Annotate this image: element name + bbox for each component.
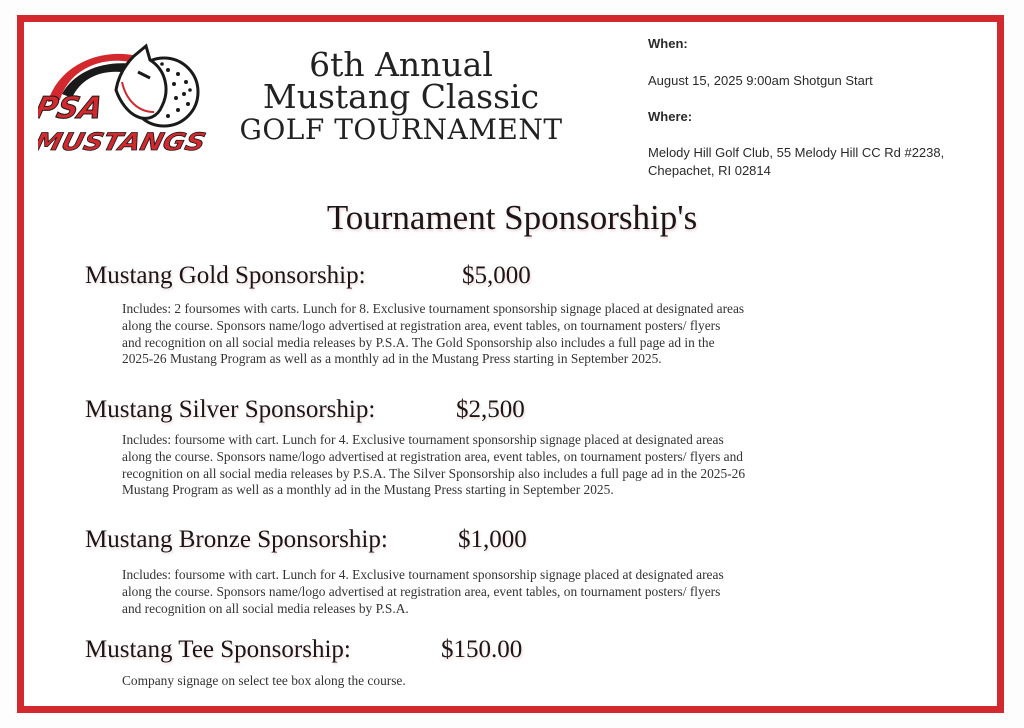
silver-sponsorship-description	[122, 432, 952, 499]
description-line: Includes: foursome with cart. Lunch for 4. Exclusive tournament sponsorship signage placed at designated areas	[122, 432, 724, 447]
bronze-sponsorship-title	[85, 526, 527, 554]
sponsorship-price: $2,500	[456, 396, 525, 423]
where-label: Where:	[648, 109, 693, 124]
tee-sponsorship-description	[122, 673, 952, 690]
sponsorship-price: $150.00	[441, 636, 523, 663]
silver-sponsorship-title	[85, 396, 525, 424]
description-line: Company signage on select tee box along the course.	[122, 673, 406, 688]
title-line-2: Mustang Classic	[262, 77, 540, 116]
gold-sponsorship-title	[85, 262, 531, 290]
bronze-sponsorship-description	[122, 567, 952, 617]
gold-sponsorship-description	[122, 301, 952, 368]
description-line: Mustang Program as well as a monthly ad in the Mustang Press starting in September 2025.	[122, 482, 614, 498]
logo-psa-text: PSA	[38, 91, 107, 126]
description-line: Includes: foursome with cart. Lunch for 4. Exclusive tournament sponsorship signage placed at designated areas	[122, 567, 724, 582]
description-line: 2025-26 Mustang Program as well as a monthly ad in the Mustang Press starting in September 2025.	[122, 351, 662, 367]
sponsorship-price: $5,000	[462, 262, 531, 289]
description-line: along the course. Sponsors name/logo advertised at registration area, event tables, on tournament posters/ flyers and	[122, 448, 743, 464]
sponsorship-name: Mustang Tee Sponsorship:	[85, 636, 351, 663]
mustang-golf-logo-icon	[38, 42, 218, 162]
description-line: along the course. Sponsors name/logo advertised at registration area, event tables, on tournament posters/ flyers	[122, 317, 721, 333]
when-label: When:	[648, 36, 688, 51]
sponsorship-price: $1,000	[458, 526, 527, 553]
tee-sponsorship-title	[85, 636, 523, 664]
sponsorship-name: Mustang Bronze Sponsorship:	[85, 526, 388, 553]
psa-mustangs-logo	[38, 42, 218, 162]
where-value: Melody Hill Golf Club, 55 Melody Hill CC Rd #2238, Chepachet, RI 02814	[648, 145, 945, 178]
title-line-1: 6th Annual	[309, 45, 493, 84]
description-line: along the course. Sponsors name/logo advertised at registration area, event tables, on tournament posters/ flyers	[122, 583, 721, 599]
title-line-3: GOLF TOURNAMENT	[239, 113, 563, 146]
description-line: and recognition on all social media releases by P.S.A.	[122, 600, 409, 616]
tournament-title	[236, 45, 566, 146]
when-value: August 15, 2025 9:00am Shotgun Start	[648, 73, 873, 88]
description-line: recognition on all social media releases by P.S.A. The Silver Sponsorship also includes a full page ad in the 2025-26	[122, 465, 746, 481]
sponsorship-name: Mustang Gold Sponsorship:	[85, 262, 366, 289]
logo-mustangs-text: MUSTANGS	[38, 127, 190, 156]
sponsorship-name: Mustang Silver Sponsorship:	[85, 396, 376, 423]
description-line: and recognition on all social media releases by P.S.A. The Gold Sponsorship also includes a full page ad in the	[122, 334, 715, 350]
description-line: Includes: 2 foursomes with carts. Lunch for 8. Exclusive tournament sponsorship signage placed at designated areas	[122, 301, 745, 316]
sponsorships-heading: Tournament Sponsorship's	[326, 198, 698, 237]
